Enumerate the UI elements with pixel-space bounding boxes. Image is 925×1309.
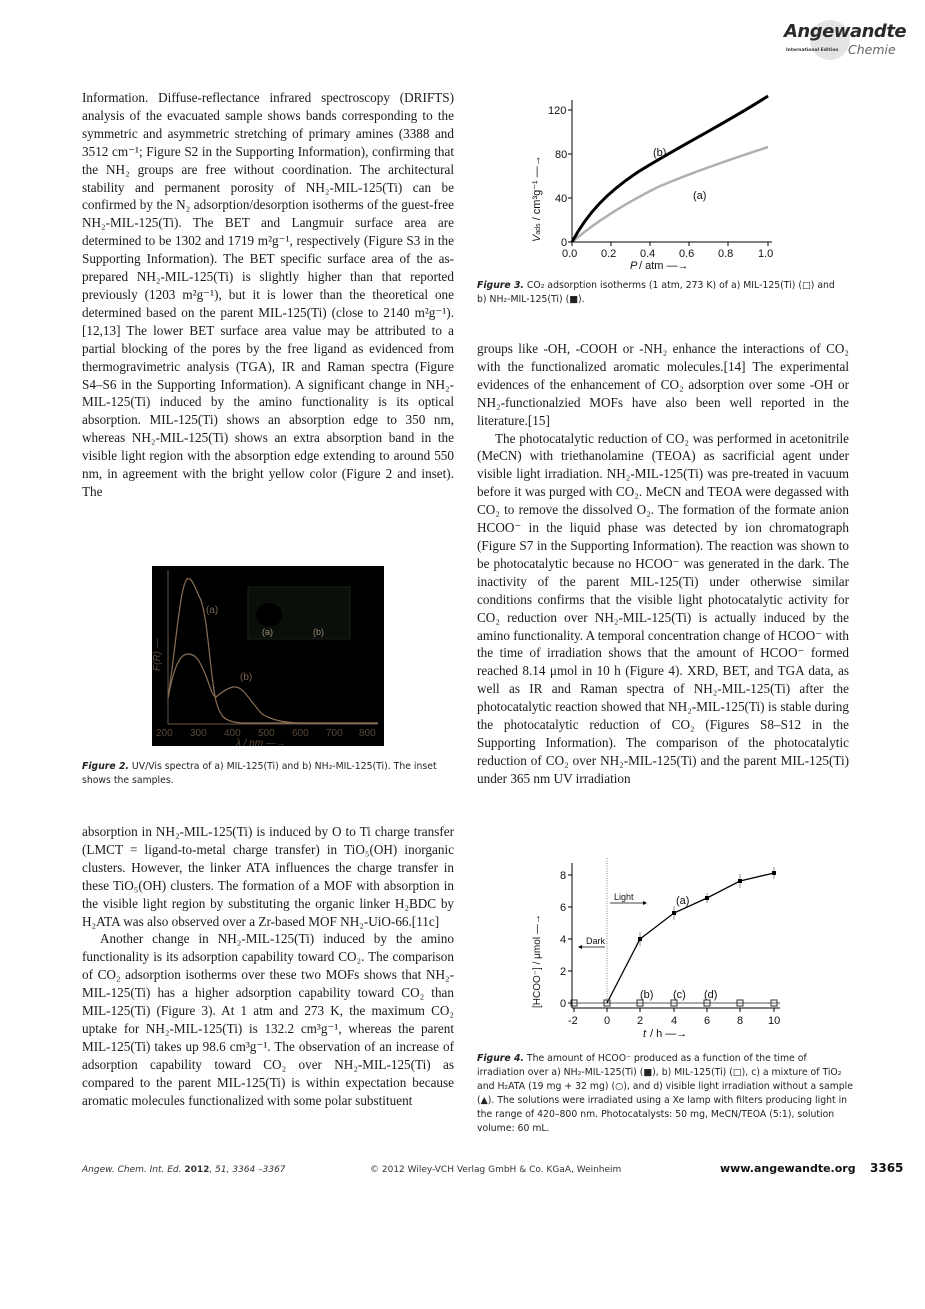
svg-text:2: 2 xyxy=(637,1015,644,1027)
footer-citation xyxy=(82,1165,286,1175)
svg-text:[HCOO⁻] / μmol —→: [HCOO⁻] / μmol —→ xyxy=(532,914,543,1008)
svg-text:6: 6 xyxy=(560,902,567,914)
figure-4-hcoo-chart xyxy=(528,858,788,1043)
volume-pages: , 51, 3364 –3367 xyxy=(209,1165,286,1175)
svg-text:80: 80 xyxy=(555,149,568,161)
svg-text:(a): (a) xyxy=(676,895,690,907)
svg-text:-2: -2 xyxy=(568,1015,578,1027)
svg-text:0.0: 0.0 xyxy=(562,248,578,260)
svg-text:0.4: 0.4 xyxy=(640,248,656,260)
svg-text:(a): (a) xyxy=(262,627,273,637)
figure-2-label: Figure 2. xyxy=(82,761,129,772)
paragraph: Another change in NH₂-MIL-125(Ti) induced by the amino functionality is its adsorption capability toward CO₂. The comparison of CO₂ adsorption isotherms over these two MOFs shows that NH₂-MIL-125(Ti) has a higher adsorption capability toward CO₂ than MIL-125(Ti) (Figure 3). At 1 atm and 273 K, the maximum CO₂ uptake for NH₂-MIL-125(Ti) is 132.2 cm³g⁻¹, whereas the parent MIL-125(Ti) takes up 98.6 cm³g⁻¹. The observation of an increase of adsorption capability toward CO₂ over NH₂-MIL-125(Ti) as compared to the parent MIL-125(Ti) is within expectation because aromatic molecules functionalized with some polar substituent xyxy=(82,931,454,1108)
logo-subtitle: International Edition xyxy=(786,48,839,53)
paragraph: Information. Diffuse-reflectance infrared spectroscopy (DRIFTS) analysis of the evacuated sample shows bands corresponding to the symmetric and asymmetric stretching of primary amines (3388 and 3512 cm⁻¹; Figure S2 in the Supporting Information), confirming that the NH₂ groups are free without coordination. The architectural stability and permanent porosity of NH₂-MIL-125(Ti) can be confirmed by the N₂ adsorption/desorption isotherms of the guest-free NH₂-MIL-125(Ti). The BET and Langmuir surface area are determined to be 1302 and 1719 m²g⁻¹, respectively (Figure S3 in the Supporting Information). The BET specific surface area of the as-prepared NH₂-MIL-125(Ti) is slightly higher than that reported previously (1203 m²g⁻¹), but it is lower than the theoretical one determined based on the parent MIL-125(Ti) (close to 2140 m²g⁻¹).[12,13] The lower BET surface area value may be attributed to a partial blocking of the pores by the free ligand as evidenced from thermogravimetric analysis (TGA), IR and Raman spectra (Figure S4–S6 in the Supporting Information). A significant change in NH₂-MIL-125(Ti) induced by the amino functionality is its optical absorption. MIL-125(Ti) shows an absorption edge to 350 nm, whereas NH₂-MIL-125(Ti) shows an extra absorption band in the visible light region with the absorption edge extending to around 550 nm, in agreement with the bright yellow color (Figure 2 and inset). The xyxy=(82,90,454,499)
svg-text:λ / nm —→: λ / nm —→ xyxy=(236,738,286,746)
svg-text:6: 6 xyxy=(704,1015,711,1027)
svg-text:40: 40 xyxy=(555,193,568,205)
logo-title: Angewandte xyxy=(784,21,907,42)
svg-text:0: 0 xyxy=(604,1015,611,1027)
svg-text:120: 120 xyxy=(548,105,567,117)
figure-2-caption xyxy=(82,760,452,788)
svg-text:t: t xyxy=(643,1028,647,1040)
svg-text:400: 400 xyxy=(224,728,241,739)
svg-text:/ h —→: / h —→ xyxy=(650,1028,688,1040)
svg-text:0.2: 0.2 xyxy=(601,248,617,260)
svg-text:/ atm —→: / atm —→ xyxy=(639,260,689,272)
svg-text:10: 10 xyxy=(768,1015,781,1027)
figure-3-co2-isotherm-chart xyxy=(528,92,788,272)
left-column-bottom xyxy=(82,823,454,1110)
svg-text:0.6: 0.6 xyxy=(679,248,695,260)
figure-4-caption-text: The amount of HCOO⁻ produced as a function of the time of irradiation over a) NH₂-MIL-125(Ti) (■), b) MIL-125(Ti) (□), c) a mixture of TiO₂ and H₂ATA (19 mg + 32 mg) (○), and d) visible light irradiation without a sample (▲). The solutions were irradiated using a Xe lamp with filters producing light in the range of 420–800 nm. Photocatalysts: 50 mg, MeCN/TEOA (5:1), solution volume: 60 mL. xyxy=(477,1053,853,1134)
svg-text:200: 200 xyxy=(156,728,173,739)
svg-text:800: 800 xyxy=(359,728,376,739)
journal-name: Angew. Chem. Int. Ed. xyxy=(82,1165,182,1175)
svg-text:(d): (d) xyxy=(704,989,718,1001)
svg-text:P: P xyxy=(630,260,638,272)
svg-text:(b): (b) xyxy=(240,672,253,683)
paragraph: absorption in NH₂-MIL-125(Ti) is induced by O to Ti charge transfer (LMCT = ligand-to-metal charge transfer) in TiO₅(OH) inorganic clusters. However, the linker ATA influences the charge transfer in these TiO₅(OH) clusters. The formation of a MOF with absorption in the visible light region by substituting the organic linker H₂BDC by H₂ATA was also observed over a Zr-based MOF NH₂-UiO-66.[11c] xyxy=(82,824,454,929)
svg-text:1.0: 1.0 xyxy=(758,248,774,260)
footer-copyright: © 2012 Wiley-VCH Verlag GmbH & Co. KGaA, Weinheim xyxy=(370,1165,622,1175)
svg-text:0: 0 xyxy=(560,998,567,1010)
figure-3-caption-text: CO₂ adsorption isotherms (1 atm, 273 K) of a) MIL-125(Ti) (□) and b) NH₂-MIL-125(Ti) (■). xyxy=(477,280,835,305)
page-number: 3365 xyxy=(870,1161,904,1175)
svg-text:(b): (b) xyxy=(653,147,667,159)
svg-text:(a): (a) xyxy=(206,605,219,616)
svg-text:500: 500 xyxy=(258,728,275,739)
figure-4-caption xyxy=(477,1052,857,1136)
footer-website-link[interactable]: www.angewandte.org xyxy=(720,1162,856,1175)
svg-text:0: 0 xyxy=(561,237,568,249)
figure-4-label: Figure 4. xyxy=(477,1053,524,1064)
svg-text:700: 700 xyxy=(326,728,343,739)
svg-text:2: 2 xyxy=(560,966,567,978)
svg-text:(a): (a) xyxy=(693,190,707,202)
svg-text:8: 8 xyxy=(737,1015,744,1027)
svg-text:8: 8 xyxy=(560,870,567,882)
svg-text:Light: Light xyxy=(614,892,634,902)
right-column xyxy=(477,340,849,788)
svg-text:300: 300 xyxy=(190,728,207,739)
paragraph: The photocatalytic reduction of CO₂ was performed in acetonitrile (MeCN) with triethanolamine (TEOA) as sacrificial agent under visible light irradiation. NH₂-MIL-125(Ti) was pre-treated in vacuum before it was purged with CO₂. MeCN and TEOA were degassed with CO₂ to remove the dissolved O₂. The formation of the formate anion HCOO⁻ in the liquid phase was detected by ion chromatograph (Figure S7 in the Supporting Information). The reaction was shown to be photocatalytic because no HCOO⁻ was generated in the dark. The inactivity of the parent MIL-125(Ti) under otherwise similar conditions confirms that the visible light photocatalytic activity for CO₂ reduction over NH₂-MIL-125(Ti) is actually induced by the amino functionality. A temporal concentration change of HCOO⁻ with the time of irradiation shows that the amount of HCOO⁻ formed reached 8.14 μmol in 10 h (Figure 4). XRD, BET, and TGA data, as well as IR and Raman spectra of NH₂-MIL-125(Ti) after the photocatalytic reaction showed that NH₂-MIL-125(Ti) is stable during the photocatalytic reduction of CO₂ (Figures S8–S12 in the Supporting Information). The comparison of the photocatalytic reduction of CO₂ over NH₂-MIL-125(Ti) and the parent MIL-125(Ti) under 365 nm UV irradiation xyxy=(477,430,849,786)
svg-text:(c): (c) xyxy=(673,989,686,1001)
left-column-top xyxy=(82,89,454,501)
figure-3-caption xyxy=(477,279,847,307)
journal-year: 2012 xyxy=(184,1165,210,1175)
svg-text:F(R) —: F(R) — xyxy=(152,638,163,671)
paragraph: groups like -OH, -COOH or -NH₂ enhance the interactions of CO₂ with the functionalized aromatic molecules.[14] The experimental evidences of the enhancement of CO₂ adsorption over some -OH or NH₂-functionalzied MOFs have also been well reported in the literature.[15] xyxy=(477,341,849,428)
svg-text:Dark: Dark xyxy=(586,936,606,946)
svg-text:4: 4 xyxy=(671,1015,678,1027)
journal-logo xyxy=(778,18,908,60)
svg-text:(b): (b) xyxy=(313,627,324,637)
svg-text:(b): (b) xyxy=(640,989,654,1001)
figure-2-caption-text: UV/Vis spectra of a) MIL-125(Ti) and b) NH₂-MIL-125(Ti). The inset shows the samples. xyxy=(82,761,437,786)
svg-text:0.8: 0.8 xyxy=(718,248,734,260)
svg-text:600: 600 xyxy=(292,728,309,739)
svg-text:Vads / cm³g⁻¹ —→: Vads / cm³g⁻¹ —→ xyxy=(531,155,543,242)
svg-text:4: 4 xyxy=(560,934,567,946)
figure-2-uvvis-chart xyxy=(152,566,384,746)
figure-3-label: Figure 3. xyxy=(477,280,524,291)
logo-chemie: Chemie xyxy=(848,42,896,57)
